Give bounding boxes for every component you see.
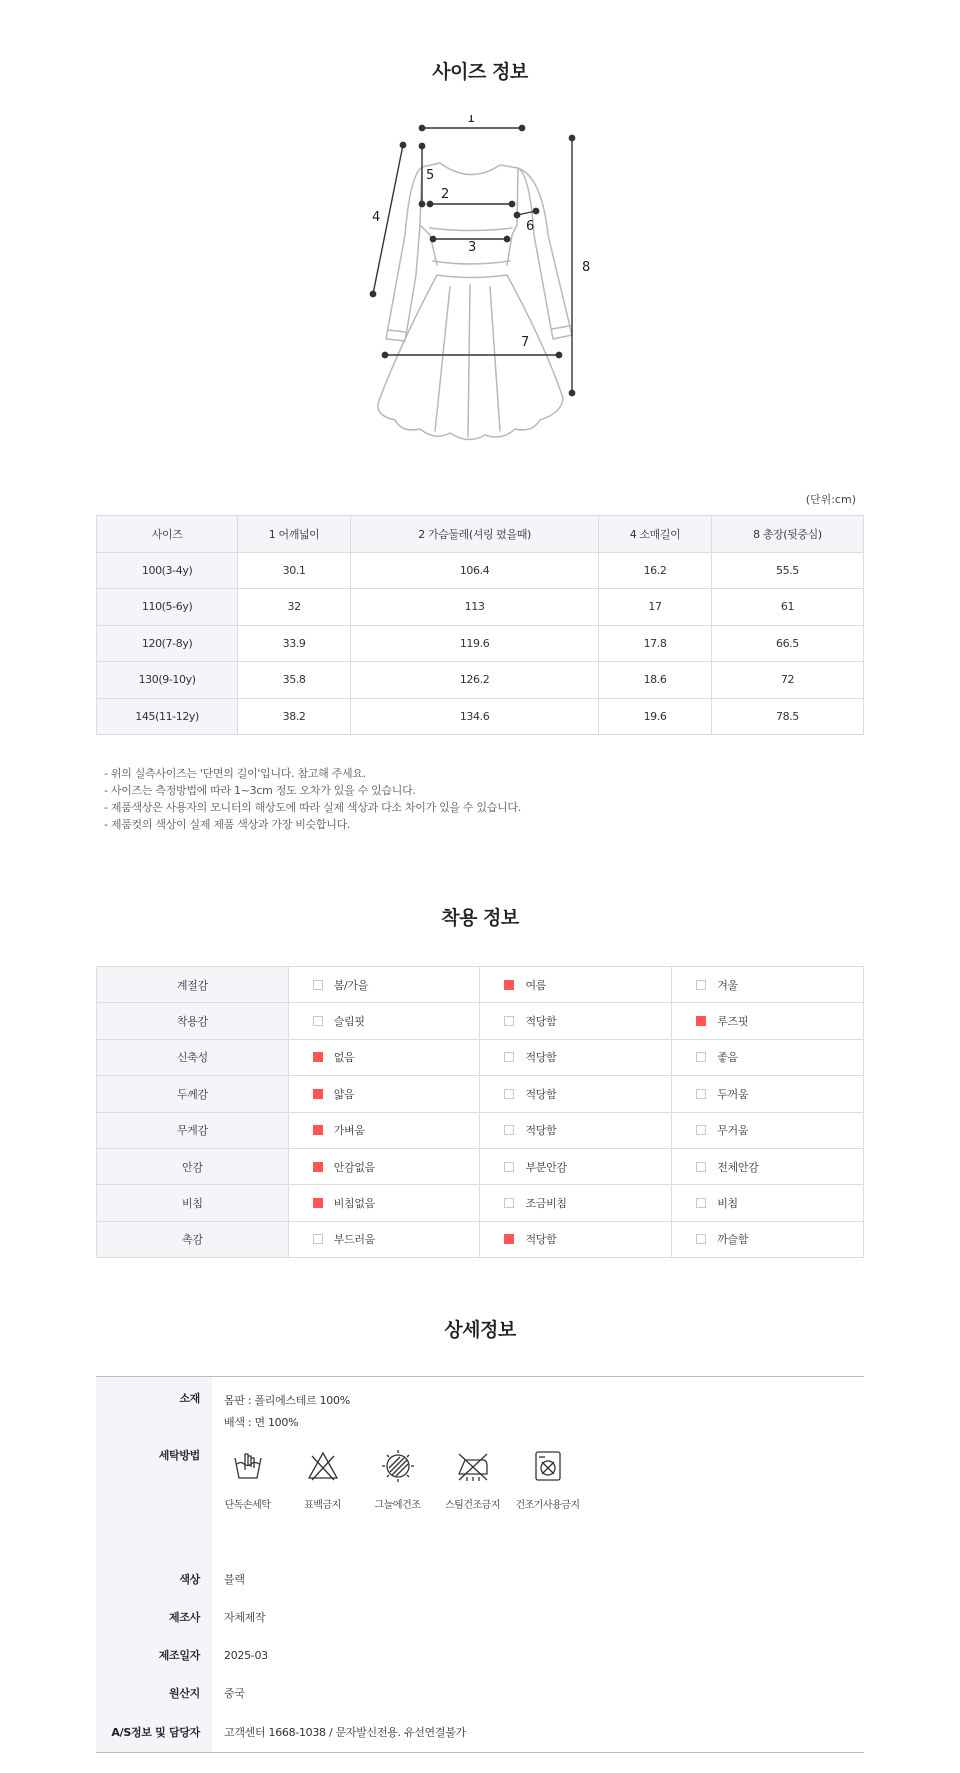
fit-row	[97, 1185, 864, 1221]
fit-option-label: 겨울	[717, 978, 738, 992]
value-cell: 30.1	[238, 552, 351, 589]
measure-label-4: 4	[372, 210, 381, 225]
fit-option-label: 적당함	[525, 1087, 557, 1101]
hand-wash-icon	[230, 1448, 266, 1484]
measure-label-6: 6	[526, 219, 535, 234]
value-cell: 134.6	[350, 698, 598, 735]
unchecked-box	[696, 1198, 706, 1208]
detail-row-material	[96, 1377, 864, 1435]
fit-row	[97, 1148, 864, 1184]
unchecked-box	[504, 1052, 514, 1062]
fit-row-label: 안감	[97, 1148, 289, 1184]
value-cell: 113	[350, 589, 598, 626]
header-cell: 1 어깨넓이	[238, 516, 351, 553]
note-line: - 제품색상은 사용자의 모니터의 해상도에 따라 실제 색상과 다소 차이가 있을 수 있습니다.	[104, 801, 521, 814]
size-cell: 110(5-6y)	[97, 589, 238, 626]
fit-option-label: 적당함	[525, 1051, 557, 1065]
fit-option	[672, 1221, 864, 1257]
value-cell: 32	[238, 589, 351, 626]
fit-row	[97, 1039, 864, 1075]
size-table	[96, 515, 864, 735]
dress-size-diagram	[350, 115, 630, 455]
checked-box	[313, 1125, 323, 1135]
fit-row	[97, 1112, 864, 1148]
fit-row-label: 신축성	[97, 1039, 289, 1075]
wash-item	[210, 1448, 285, 1511]
measure-label-3: 3	[468, 240, 477, 255]
fit-option	[288, 1039, 480, 1075]
washing-icons	[212, 1434, 864, 1560]
measure-label-5: 5	[426, 168, 435, 183]
value-cell: 16.2	[599, 552, 712, 589]
value-cell: 17	[599, 589, 712, 626]
detail-row-maker	[96, 1598, 864, 1636]
fit-row	[97, 1003, 864, 1039]
unchecked-box	[313, 980, 323, 990]
measure-label-8: 8	[582, 260, 591, 275]
checked-box	[313, 1089, 323, 1099]
fit-row-label: 계절감	[97, 967, 289, 1003]
fit-option-label: 가벼움	[333, 1124, 365, 1138]
fit-option-label: 두꺼움	[717, 1087, 749, 1101]
fit-option-label: 없음	[333, 1051, 355, 1065]
detail-label: 원산지	[96, 1674, 212, 1712]
value-cell: 38.2	[238, 698, 351, 735]
table-row	[97, 552, 864, 589]
detail-row-color	[96, 1560, 864, 1598]
fit-option	[288, 1185, 480, 1221]
size-table-header	[97, 516, 864, 553]
fit-option-label: 여름	[525, 978, 547, 992]
fit-option	[480, 1076, 672, 1112]
fit-option-label: 루즈핏	[717, 1015, 749, 1029]
fit-option-label: 까슬함	[717, 1233, 749, 1247]
size-cell: 130(9-10y)	[97, 662, 238, 699]
value-cell: 18.6	[599, 662, 712, 699]
measure-label-7: 7	[521, 335, 530, 350]
fit-row-label: 무게감	[97, 1112, 289, 1148]
fit-option-label: 조금비침	[525, 1197, 567, 1211]
fit-option-label: 비침없음	[333, 1197, 376, 1211]
fit-option-label: 봄/가을	[333, 978, 369, 992]
table-row	[97, 625, 864, 662]
value-cell: 78.5	[711, 698, 863, 735]
fit-option	[672, 1112, 864, 1148]
size-cell: 145(11-12y)	[97, 698, 238, 735]
checked-box	[313, 1162, 323, 1172]
fit-option-label: 부드러움	[333, 1233, 376, 1247]
wash-item	[435, 1448, 510, 1511]
header-cell: 4 소매길이	[599, 516, 712, 553]
fit-option	[672, 1076, 864, 1112]
fit-option	[480, 1112, 672, 1148]
detail-info-title: 상세정보	[444, 1319, 516, 1341]
detail-label: 소재	[96, 1377, 212, 1435]
table-row	[97, 698, 864, 735]
wash-item-label: 그늘에건조	[374, 1500, 421, 1511]
fit-row	[97, 1221, 864, 1257]
unchecked-box	[696, 1089, 706, 1099]
material-line: 배색 : 면 100%	[224, 1416, 299, 1429]
detail-value: 중국	[224, 1687, 245, 1700]
checked-box	[504, 980, 514, 990]
table-row	[97, 589, 864, 626]
fit-option	[672, 1039, 864, 1075]
value-cell: 17.8	[599, 625, 712, 662]
table-row	[97, 662, 864, 699]
detail-value: 블랙	[224, 1573, 245, 1586]
checked-box	[696, 1016, 706, 1026]
fit-option	[288, 1076, 480, 1112]
fit-option-label: 전체안감	[717, 1160, 759, 1174]
value-cell: 33.9	[238, 625, 351, 662]
material-line: 몸판 : 폴리에스테르 100%	[224, 1394, 350, 1407]
unchecked-box	[504, 1016, 514, 1026]
checked-box	[504, 1234, 514, 1244]
fit-option	[288, 1148, 480, 1184]
unchecked-box	[696, 980, 706, 990]
note-line: - 사이즈는 측정방법에 따라 1~3cm 정도 오차가 있을 수 있습니다.	[104, 784, 416, 797]
fit-row	[97, 967, 864, 1003]
fit-option-label: 적당함	[525, 1124, 557, 1138]
value-cell: 66.5	[711, 625, 863, 662]
no-tumble-dry-icon	[530, 1448, 566, 1484]
checked-box	[313, 1052, 323, 1062]
fit-option	[288, 1003, 480, 1039]
dress-illustration	[350, 115, 630, 455]
fit-table	[96, 966, 864, 1258]
value-cell: 72	[711, 662, 863, 699]
fit-option-label: 비침	[717, 1197, 738, 1211]
shade-dry-icon	[380, 1448, 416, 1484]
wash-item	[285, 1448, 360, 1511]
detail-row-washing	[96, 1434, 864, 1560]
header-cell: 2 가슴둘레(셔링 폈을때)	[350, 516, 598, 553]
fit-option	[480, 1185, 672, 1221]
detail-row-origin	[96, 1674, 864, 1712]
unchecked-box	[696, 1052, 706, 1062]
fit-row-label: 두께감	[97, 1076, 289, 1112]
detail-value: 고객센터 1668-1038 / 문자발신전용. 유선연결불가	[224, 1725, 466, 1739]
header-cell: 8 총장(뒷중심)	[711, 516, 863, 553]
size-notes	[104, 765, 521, 833]
value-cell: 106.4	[350, 552, 598, 589]
value-cell: 55.5	[711, 552, 863, 589]
header-cell: 사이즈	[97, 516, 238, 553]
value-cell: 35.8	[238, 662, 351, 699]
detail-table	[96, 1376, 864, 1753]
unchecked-box	[313, 1234, 323, 1244]
wash-item	[510, 1448, 585, 1511]
checked-box	[313, 1198, 323, 1208]
measure-label-2: 2	[441, 187, 450, 202]
fit-option	[480, 1221, 672, 1257]
value-cell: 119.6	[350, 625, 598, 662]
wash-item	[360, 1448, 435, 1511]
fit-info-title: 착용 정보	[441, 907, 519, 929]
fit-row-label: 촉감	[97, 1221, 289, 1257]
size-info-title: 사이즈 정보	[432, 61, 528, 83]
fit-option-label: 좋음	[717, 1051, 738, 1065]
detail-row-as	[96, 1712, 864, 1752]
fit-option	[672, 1148, 864, 1184]
fit-option-label: 적당함	[525, 1015, 557, 1029]
fit-option-label: 적당함	[525, 1233, 557, 1247]
fit-option	[480, 967, 672, 1003]
note-line: - 위의 실측사이즈는 '단면의 길이'입니다. 참고해 주세요.	[104, 767, 366, 780]
measure-label-1: 1	[467, 115, 476, 126]
value-cell: 19.6	[599, 698, 712, 735]
detail-value	[212, 1377, 864, 1435]
unchecked-box	[504, 1125, 514, 1135]
fit-option	[480, 1003, 672, 1039]
unchecked-box	[696, 1125, 706, 1135]
fit-option	[288, 1221, 480, 1257]
fit-option	[672, 1003, 864, 1039]
note-line: - 제품컷의 색상이 실제 제품 색상과 가장 비슷합니다.	[104, 818, 351, 831]
unit-label: (단위:cm)	[805, 493, 856, 506]
fit-row-label: 착용감	[97, 1003, 289, 1039]
wash-item-label: 표백금지	[304, 1500, 341, 1511]
detail-value: 자체제작	[224, 1611, 266, 1624]
fit-option	[288, 967, 480, 1003]
value-cell: 126.2	[350, 662, 598, 699]
fit-option	[672, 1185, 864, 1221]
detail-label: 색상	[96, 1560, 212, 1598]
fit-option-label: 부분안감	[525, 1160, 567, 1174]
fit-option	[480, 1148, 672, 1184]
unchecked-box	[696, 1162, 706, 1172]
fit-row-label: 비침	[97, 1185, 289, 1221]
detail-label: 제조사	[96, 1598, 212, 1636]
no-steam-iron-icon	[455, 1448, 491, 1484]
wash-item-label: 스팀건조금지	[445, 1500, 500, 1511]
value-cell: 61	[711, 589, 863, 626]
wash-item-label: 단독손세탁	[224, 1500, 271, 1511]
no-bleach-icon	[305, 1448, 341, 1484]
unchecked-box	[696, 1234, 706, 1244]
unchecked-box	[504, 1198, 514, 1208]
size-cell: 100(3-4y)	[97, 552, 238, 589]
fit-option-label: 무거움	[717, 1124, 749, 1138]
fit-option	[288, 1112, 480, 1148]
size-cell: 120(7-8y)	[97, 625, 238, 662]
detail-value: 2025-03	[224, 1648, 268, 1662]
unchecked-box	[504, 1089, 514, 1099]
detail-row-date	[96, 1636, 864, 1674]
fit-option-label: 슬림핏	[333, 1015, 365, 1029]
fit-option	[672, 967, 864, 1003]
wash-item-label: 건조기사용금지	[515, 1500, 580, 1511]
detail-label: 세탁방법	[96, 1434, 212, 1560]
unchecked-box	[313, 1016, 323, 1026]
fit-option-label: 안감없음	[333, 1160, 376, 1174]
fit-option	[480, 1039, 672, 1075]
fit-row	[97, 1076, 864, 1112]
detail-label: A/S정보 및 담당자	[96, 1712, 212, 1752]
fit-option-label: 얇음	[333, 1087, 355, 1101]
unchecked-box	[504, 1162, 514, 1172]
detail-label: 제조일자	[96, 1636, 212, 1674]
